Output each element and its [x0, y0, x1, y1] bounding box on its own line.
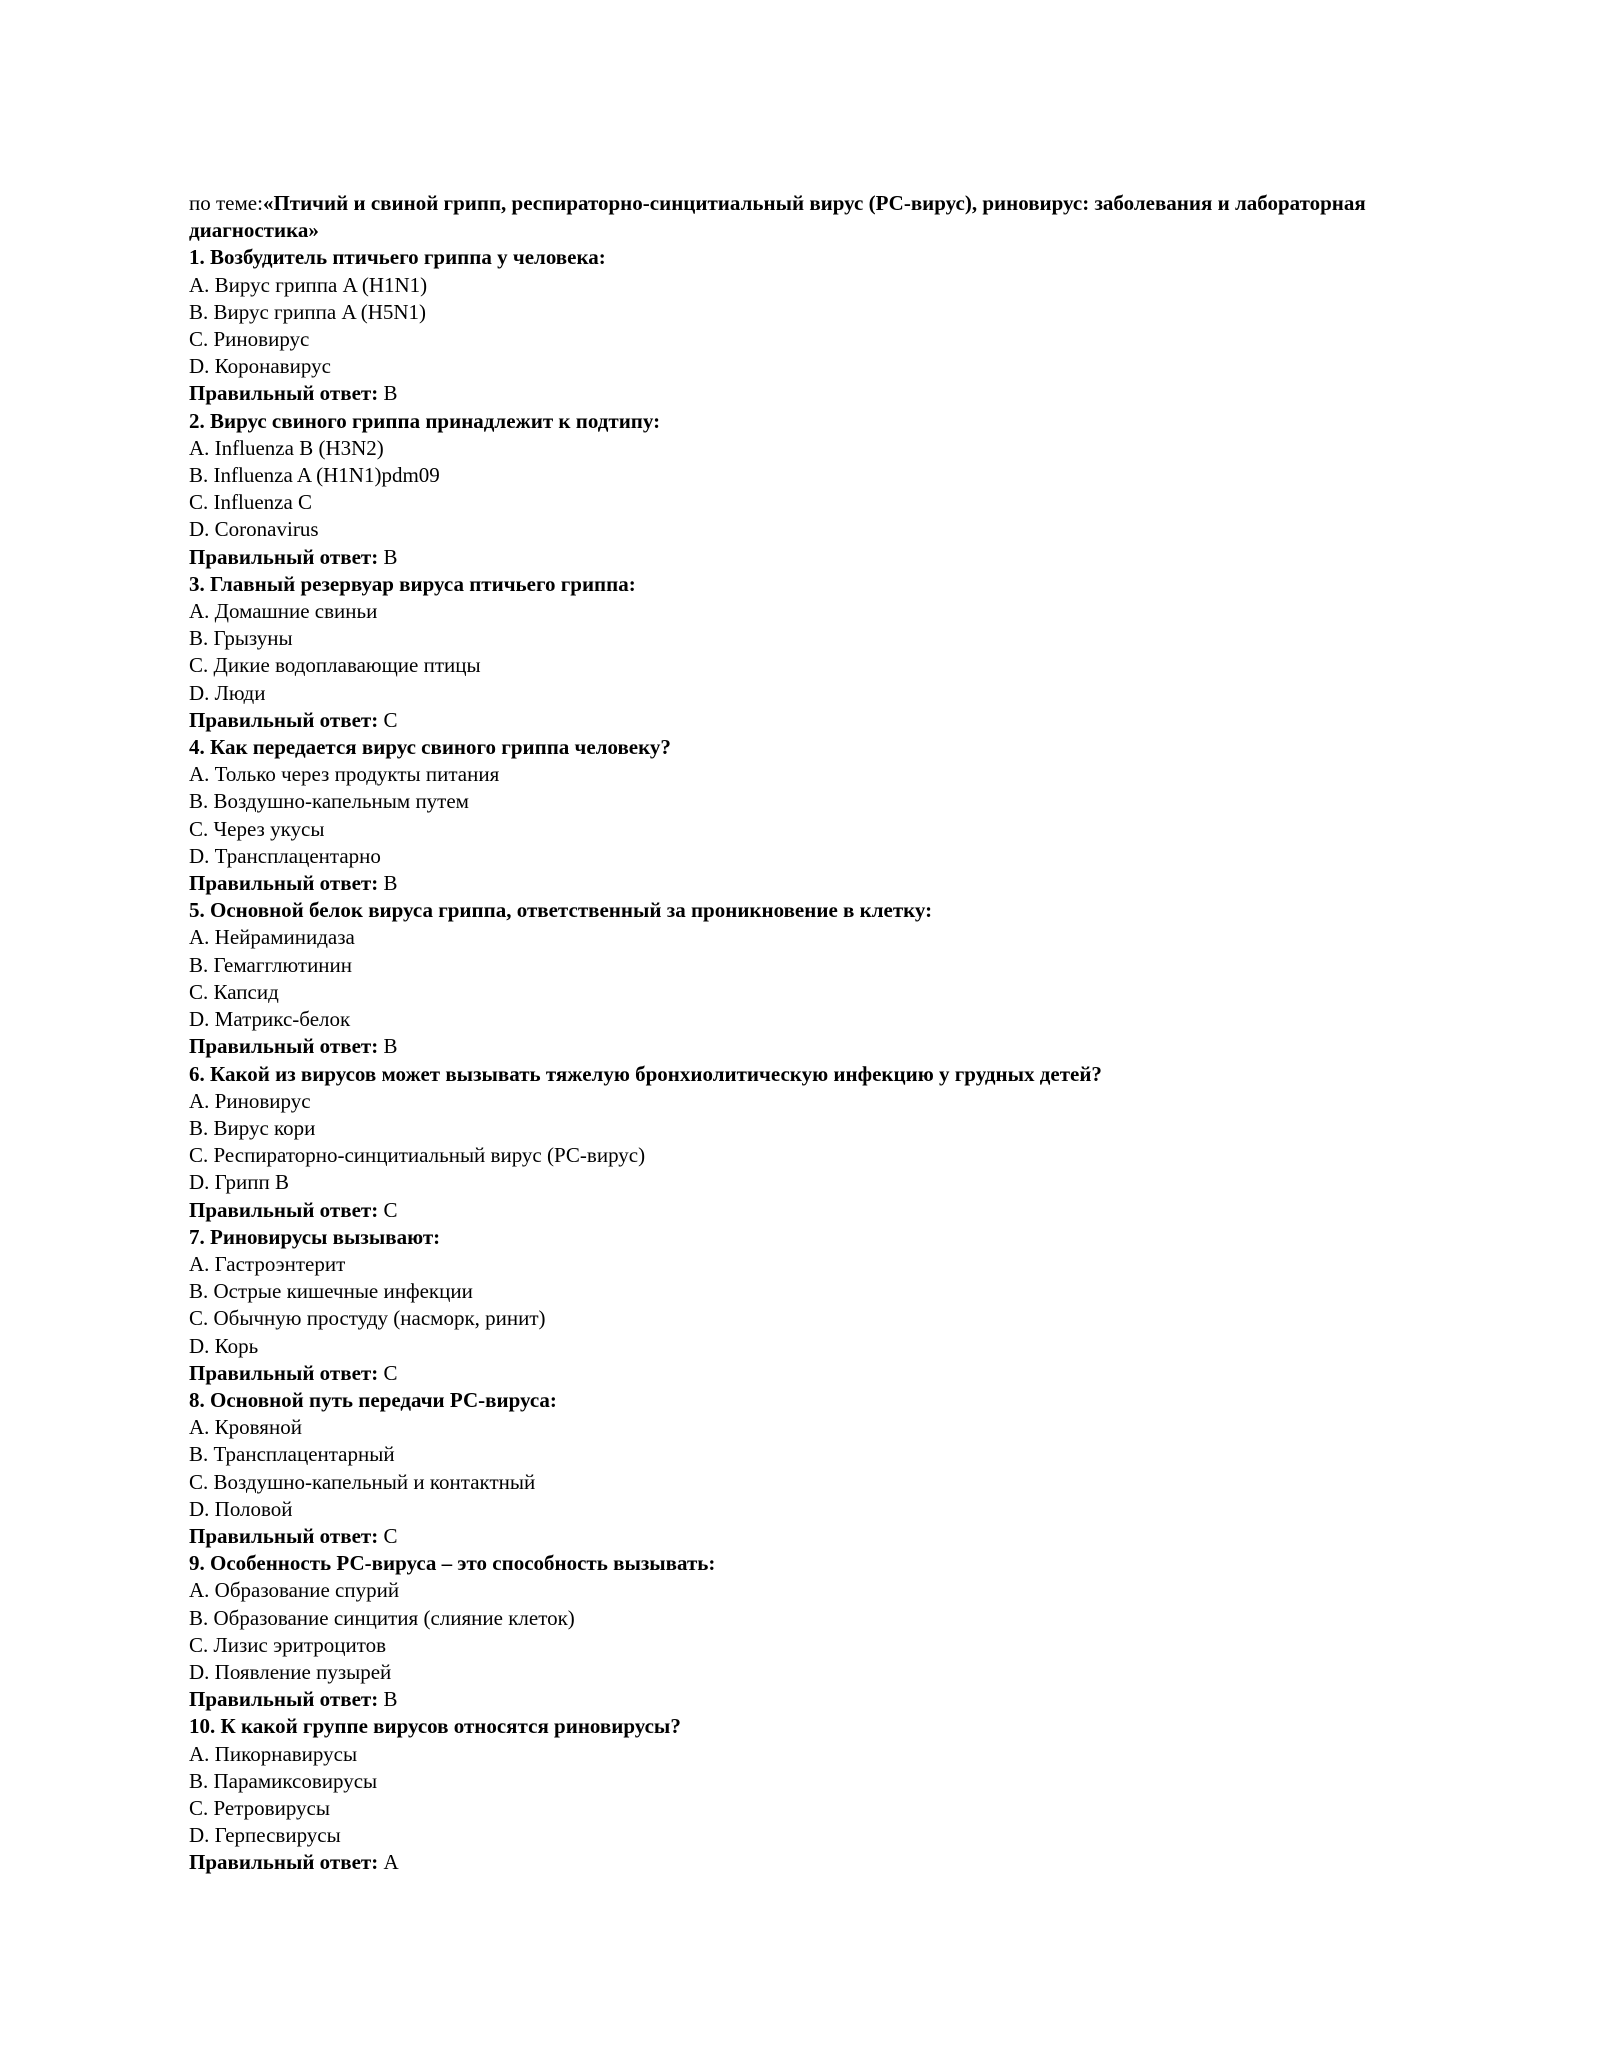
answer-option: C. Ретровирусы: [189, 1795, 330, 1820]
question-text: [189, 1550, 1449, 1577]
question-text: [189, 244, 1449, 271]
question-block: [189, 408, 1449, 571]
question-text: [189, 734, 1449, 761]
question-block: [189, 897, 1449, 1060]
answer-option: C. Через укусы: [189, 816, 325, 841]
answer-option: B. Гемагглютинин: [189, 952, 353, 977]
correct-answer-value: B: [383, 1687, 398, 1712]
answer-option: D. Появление пузырей: [189, 1659, 392, 1684]
question-label: 5. Основной белок вируса гриппа, ответственный за проникновение в клетку:: [189, 898, 933, 923]
correct-answer-value: B: [383, 381, 398, 406]
question-block: [189, 1387, 1449, 1550]
question-text: [189, 1713, 1449, 1740]
correct-answer: [189, 870, 1449, 897]
document-page: [189, 190, 1449, 1877]
answer-option: B. Трансплацентарный: [189, 1442, 395, 1467]
correct-answer: [189, 1523, 1449, 1550]
correct-answer: [189, 707, 1449, 734]
answer-option: C. Обычную простуду (насморк, ринит): [189, 1306, 546, 1331]
question-label: 10. К какой группе вирусов относятся риновирусы?: [189, 1714, 681, 1739]
question-block: [189, 244, 1449, 407]
correct-answer-value: C: [383, 1360, 398, 1385]
answer-option: D. Матрикс-белок: [189, 1007, 351, 1032]
title-text: «Птичий и свиной грипп, респираторно-синцитиальный вирус (РС-вирус), риновирус: заболевания и лабораторная диагностика»: [189, 191, 1366, 243]
answer-option: D. Герпесвирусы: [189, 1823, 341, 1848]
answer-option: D. Coronavirus: [189, 517, 319, 542]
correct-answer-value: B: [383, 544, 398, 569]
question-label: 8. Основной путь передачи РС-вируса:: [189, 1387, 557, 1412]
answer-option: D. Коронавирус: [189, 354, 331, 379]
answer-option: D. Трансплацентарно: [189, 843, 381, 868]
answer-option: C. Риновирус: [189, 327, 310, 352]
answer-option: C. Респираторно-синцитиальный вирус (РС-вирус): [189, 1143, 646, 1168]
correct-answer: [189, 380, 1449, 407]
question-text: [189, 897, 1449, 924]
correct-answer-label: Правильный ответ:: [189, 1360, 379, 1385]
answer-option: C. Воздушно-капельный и контактный: [189, 1469, 536, 1494]
question-block: [189, 734, 1449, 897]
question-text: [189, 408, 1449, 435]
correct-answer-label: Правильный ответ:: [189, 1523, 379, 1548]
correct-answer-value: B: [383, 871, 398, 896]
answer-option: B. Острые кишечные инфекции: [189, 1279, 473, 1304]
correct-answer: [189, 1197, 1449, 1224]
answer-option: B. Воздушно-капельным путем: [189, 789, 469, 814]
correct-answer-label: Правильный ответ:: [189, 381, 379, 406]
question-block: [189, 1061, 1449, 1224]
answer-option: A. Пикорнавирусы: [189, 1741, 358, 1766]
correct-answer: [189, 1360, 1449, 1387]
correct-answer: [189, 1849, 1449, 1876]
answer-option: B. Грызуны: [189, 626, 293, 651]
question-label: 2. Вирус свиного гриппа принадлежит к подтипу:: [189, 408, 661, 433]
answer-option: D. Грипп B: [189, 1170, 289, 1195]
answer-option: B. Образование синцития (слияние клеток): [189, 1605, 575, 1630]
answer-option: A. Кровяной: [189, 1415, 302, 1440]
correct-answer-value: A: [383, 1850, 399, 1875]
question-label: 7. Риновирусы вызывают:: [189, 1224, 441, 1249]
answer-option: B. Вирус кори: [189, 1115, 316, 1140]
question-list: [189, 244, 1449, 1876]
correct-answer-value: C: [383, 707, 398, 732]
question-block: [189, 1550, 1449, 1713]
question-text: [189, 1224, 1449, 1251]
answer-option: A. Нейраминидаза: [189, 925, 355, 950]
correct-answer-value: C: [383, 1523, 398, 1548]
answer-option: A. Influenza B (H3N2): [189, 435, 384, 460]
correct-answer-label: Правильный ответ:: [189, 1850, 379, 1875]
answer-option: C. Influenza C: [189, 490, 313, 515]
correct-answer-label: Правильный ответ:: [189, 871, 379, 896]
question-label: 6. Какой из вирусов может вызывать тяжелую бронхиолитическую инфекцию у грудных детей?: [189, 1061, 1102, 1086]
correct-answer-label: Правильный ответ:: [189, 1687, 379, 1712]
answer-option: A. Только через продукты питания: [189, 762, 500, 787]
answer-option: A. Гастроэнтерит: [189, 1251, 346, 1276]
correct-answer-label: Правильный ответ:: [189, 707, 379, 732]
answer-option: C. Капсид: [189, 979, 279, 1004]
correct-answer-label: Правильный ответ:: [189, 544, 379, 569]
correct-answer-label: Правильный ответ:: [189, 1197, 379, 1222]
correct-answer-value: C: [383, 1197, 398, 1222]
document-title: [189, 190, 1449, 244]
answer-option: A. Вирус гриппа A (H1N1): [189, 272, 428, 297]
question-label: 3. Главный резервуар вируса птичьего гриппа:: [189, 571, 636, 596]
answer-option: D. Половой: [189, 1496, 293, 1521]
question-text: [189, 1387, 1449, 1414]
answer-option: A. Домашние свиньи: [189, 599, 378, 624]
question-block: [189, 571, 1449, 734]
answer-option: C. Дикие водоплавающие птицы: [189, 653, 481, 678]
question-label: 4. Как передается вирус свиного гриппа человеку?: [189, 735, 671, 760]
correct-answer: [189, 1686, 1449, 1713]
question-label: 9. Особенность РС-вируса – это способность вызывать:: [189, 1551, 716, 1576]
question-text: [189, 1061, 1449, 1088]
correct-answer: [189, 544, 1449, 571]
answer-option: A. Образование спурий: [189, 1578, 400, 1603]
correct-answer-label: Правильный ответ:: [189, 1034, 379, 1059]
answer-option: B. Вирус гриппа A (H5N1): [189, 299, 427, 324]
answer-option: B. Influenza A (H1N1)pdm09: [189, 463, 440, 488]
correct-answer: [189, 1033, 1449, 1060]
correct-answer-value: B: [383, 1034, 398, 1059]
answer-option: A. Риновирус: [189, 1088, 311, 1113]
question-label: 1. Возбудитель птичьего гриппа у человека:: [189, 245, 606, 270]
title-prefix: по теме:: [189, 191, 263, 215]
question-block: [189, 1224, 1449, 1387]
question-block: [189, 1713, 1449, 1876]
answer-option: D. Корь: [189, 1333, 259, 1358]
answer-option: C. Лизис эритроцитов: [189, 1632, 387, 1657]
answer-option: B. Парамиксовирусы: [189, 1768, 378, 1793]
question-text: [189, 571, 1449, 598]
answer-option: D. Люди: [189, 680, 266, 705]
